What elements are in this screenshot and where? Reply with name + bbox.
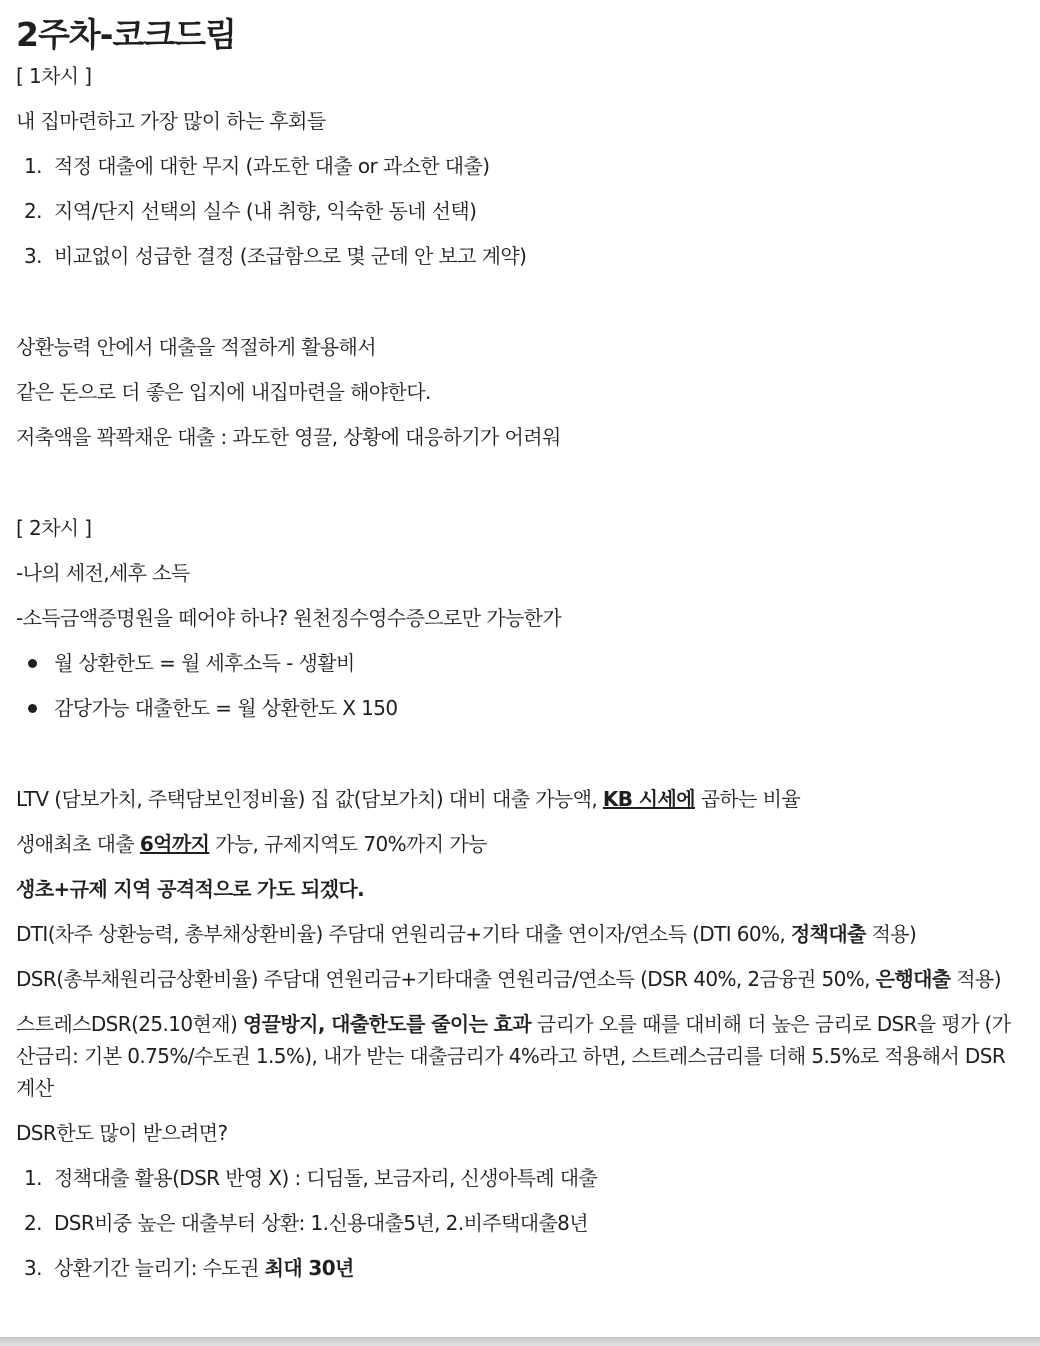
text-span: DSR(총부채원리금상환비율) 주담대 연원리금+기타대출 연원리금/연소득 (DSR 40%, 2금융권 50%,: [16, 967, 876, 991]
dsr-tips-list: [16, 1162, 1020, 1284]
document-page: [16, 10, 1020, 1297]
list-item-text: 비교없이 성급한 결정 (조급함으로 몇 군데 안 보고 계약): [54, 244, 527, 268]
list-item: 3. 상환기간 늘리기: 수도권 최대 30년: [24, 1256, 354, 1280]
bold-paragraph: 생초+규제 지역 공격적으로 가도 되겠다.: [16, 877, 365, 901]
list-item: 2. 지역/단지 선택의 실수 (내 취향, 익숙한 동네 선택): [24, 199, 477, 223]
section1-header: [ 1차시 ]: [16, 64, 92, 88]
list-item: 1. 정책대출 활용(DSR 반영 X) : 디딤돌, 보금자리, 신생아특례 대출: [24, 1166, 598, 1190]
emphasis-text: 영끌방지, 대출한도를 줄이는 효과: [242, 1012, 532, 1036]
emphasis-text: 정책대출: [790, 922, 866, 946]
spacer: [16, 737, 1020, 783]
bullet-icon: [28, 704, 37, 713]
text-span: DTI(차주 상환능력, 총부채상환비율) 주담대 연원리금+기타 대출 연이자/연소득 (DTI 60%,: [16, 922, 791, 946]
list-item-text: 정책대출 활용(DSR 반영 X) : 디딤돌, 보금자리, 신생아특례 대출: [54, 1166, 598, 1190]
section1-intro: 내 집마련하고 가장 많이 하는 후회들: [16, 109, 326, 133]
list-item-text: DSR비중 높은 대출부터 상환: 1.신용대출5년, 2.비주택대출8년: [54, 1211, 589, 1235]
list-item-text: 상환기간 늘리기: 수도권: [54, 1256, 265, 1280]
paragraph: -소득금액증명원을 떼어야 하나? 원천징수영수증으로만 가능한가: [16, 606, 562, 630]
text-span: 적용): [865, 922, 917, 946]
spacer: [16, 466, 1020, 512]
paragraph: DSR한도 많이 받으려면?: [16, 1121, 228, 1145]
list-item: 3. 비교없이 성급한 결정 (조급함으로 몇 군데 안 보고 계약): [24, 244, 527, 268]
emphasis-text: 6억까지: [139, 832, 210, 856]
page-title: 2주차-코크드림: [16, 15, 236, 54]
list-item: [16, 647, 1020, 679]
text-span: 적용): [950, 967, 1001, 991]
dsr-paragraph: [16, 963, 1020, 995]
text-span: 곱하는 비율: [694, 787, 801, 811]
text-span: 스트레스DSR(25.10현재): [16, 1012, 243, 1036]
spacer: [16, 285, 1020, 331]
text-span: 생애최초 대출: [16, 832, 140, 856]
list-item-text: 적정 대출에 대한 무지 (과도한 대출 or 과소한 대출): [54, 154, 490, 178]
emphasis-text: 최대 30년: [264, 1256, 354, 1280]
paragraph: 같은 돈으로 더 좋은 입지에 내집마련을 해야한다.: [16, 380, 431, 404]
first-home-paragraph: [16, 828, 1020, 860]
bullet-icon: [28, 659, 37, 668]
ltv-paragraph: [16, 783, 1020, 815]
paragraph: 상환능력 안에서 대출을 적절하게 활용해서: [16, 335, 376, 359]
list-item: [16, 692, 1020, 724]
text-span: 가능, 규제지역도 70%까지 가능: [209, 832, 487, 856]
list-item-text: 감당가능 대출한도 = 월 상환한도 X 150: [54, 696, 398, 720]
list-item-text: 지역/단지 선택의 실수 (내 취향, 익숙한 동네 선택): [54, 199, 477, 223]
stress-dsr-paragraph: [16, 1008, 1020, 1104]
list-item-text: 월 상환한도 = 월 세후소득 - 생활비: [54, 651, 355, 675]
regrets-list: [16, 150, 1020, 272]
formula-list: [16, 647, 1020, 724]
section2-header: [ 2차시 ]: [16, 516, 92, 540]
list-item: 1. 적정 대출에 대한 무지 (과도한 대출 or 과소한 대출): [24, 154, 490, 178]
emphasis-text: KB 시세에: [602, 787, 695, 811]
text-span: LTV (담보가치, 주택담보인정비율) 집 값(담보가치) 대비 대출 가능액,: [16, 787, 603, 811]
text-span: 금리가 오를 때를 대비해 더 높은 금리로 DSR을 평가 (가산금리: 기본 0.75%/수도권 1.5%), 내가 받는 대출금리가 4%라고 하면, 스트레스금리를 더해 5.5%로 적용해서 DSR 계산: [16, 1012, 1011, 1100]
emphasis-text: 은행대출: [875, 967, 951, 991]
window-bottom-edge: [0, 1337, 1040, 1346]
paragraph: -나의 세전,세후 소득: [16, 561, 190, 585]
paragraph: 저축액을 꽉꽉채운 대출 : 과도한 영끌, 상황에 대응하기가 어려워: [16, 425, 561, 449]
dti-paragraph: [16, 918, 1020, 950]
list-item: 2. DSR비중 높은 대출부터 상환: 1.신용대출5년, 2.비주택대출8년: [24, 1211, 589, 1235]
